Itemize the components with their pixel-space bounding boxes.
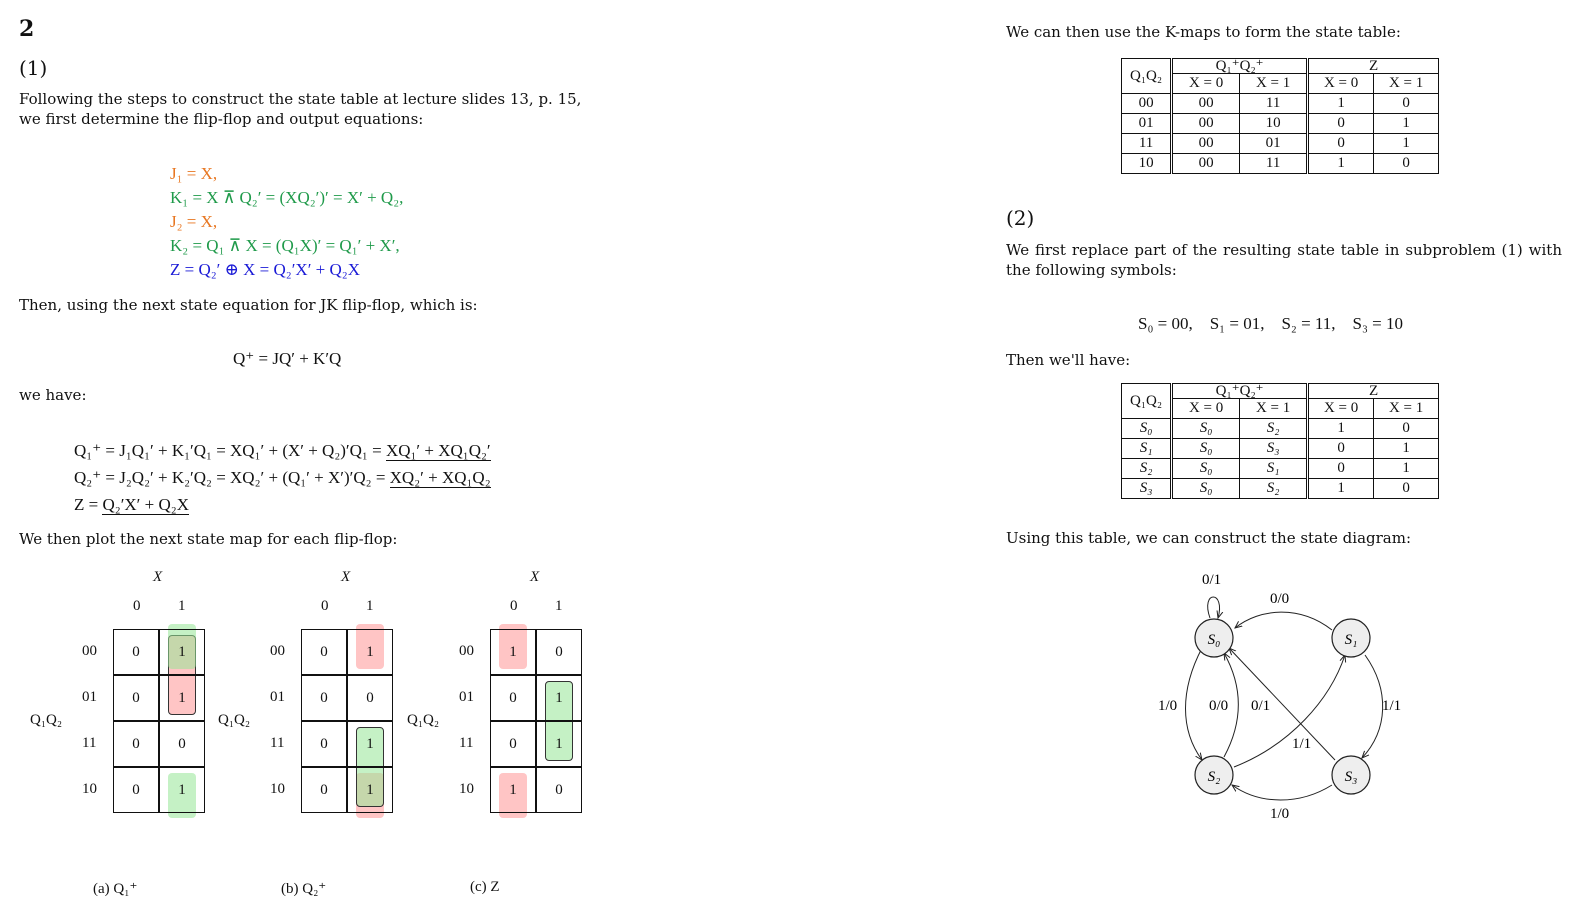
table2-x0: X = 0	[1172, 399, 1240, 419]
symbols-equation: S₀ = 00, S₁ = 01, S₂ = 11, S₃ = 10	[1138, 314, 1403, 333]
table2-zx1: X = 1	[1374, 399, 1439, 419]
kmap-cell: 1	[347, 629, 393, 675]
kmap-side-label: Q₁Q₂	[407, 712, 440, 728]
kmap-cell: 0	[113, 721, 159, 767]
table2-cell: 1	[1374, 439, 1439, 459]
table2-cell: S₂	[1240, 419, 1308, 439]
kmap-cell: 1	[159, 767, 205, 813]
kmap-cell: 0	[113, 767, 159, 813]
kmap-cell: 0	[301, 629, 347, 675]
table1-header-next: Q₁⁺Q₂⁺	[1172, 59, 1308, 74]
kmap-cell: 0	[113, 629, 159, 675]
table1-row	[1122, 154, 1439, 174]
kmap-cell: 0	[301, 721, 347, 767]
table2-cell: 1	[1374, 459, 1439, 479]
table1-header-z: Z	[1308, 59, 1439, 74]
label-s3-s0: 0/1	[1251, 698, 1271, 714]
z-equation: Z = Q₂′X′ + Q₂X	[74, 495, 189, 514]
kmap-cell: 0	[159, 721, 205, 767]
kmap-col-label: 1	[178, 598, 186, 614]
table2-cell: S₀	[1172, 479, 1240, 499]
q1-next-equation: Q₁⁺ = J₁Q₁′ + K₁′Q₁ = XQ₁′ + (X′ + Q₂)′Q₁ = XQ₁′ + XQ₁Q₂′	[74, 441, 491, 460]
label-s2-s1: 1/1	[1292, 736, 1312, 752]
table1-cell: 1	[1308, 94, 1374, 114]
edge-s0-s2	[1186, 648, 1203, 760]
state-s2-label: S₂	[1207, 769, 1221, 785]
then-have-text: Then we'll have:	[1006, 351, 1131, 369]
diagram-intro: Using this table, we can construct the state diagram:	[1006, 529, 1412, 547]
table1-cell: 1	[1308, 154, 1374, 174]
table1-cell: 00	[1122, 94, 1172, 114]
edge-s3-s2	[1232, 785, 1332, 800]
table1-row	[1122, 94, 1439, 114]
section-number: 2	[19, 16, 35, 42]
table2-cell: 0	[1308, 439, 1374, 459]
kmap-caption: (a) Q₁⁺	[93, 881, 138, 897]
eq-k2: K₂ = Q₁ ⊼ X = (Q₁X)′ = Q₁′ + X′,	[170, 236, 400, 255]
table2-cell: S₂	[1122, 459, 1172, 479]
table1-cell: 00	[1172, 134, 1240, 154]
table1-cell: 1	[1374, 134, 1439, 154]
eq-j2: J₂ = X,	[170, 212, 218, 231]
part2-heading: (2)	[1006, 206, 1035, 230]
table1-row	[1122, 114, 1439, 134]
kmap-row-label: 11	[82, 735, 97, 751]
table1-cell: 10	[1240, 114, 1308, 134]
table1-zx1: X = 1	[1374, 74, 1439, 94]
table1-cell: 0	[1308, 134, 1374, 154]
edge-s1-s3	[1362, 655, 1383, 758]
table2-header-q: Q₁Q₂	[1122, 384, 1172, 419]
kmap-cell: 1	[347, 721, 393, 767]
table1-row	[1122, 134, 1439, 154]
intro-text: Following the steps to construct the state table at lecture slides 13, p. 15, we first determine the flip-flop and output equations:	[19, 90, 582, 128]
kmap-row-label: 00	[459, 643, 474, 659]
eq-z: Z = Q₂′ ⊕ X = Q₂′X′ + Q₂X	[170, 260, 360, 279]
table2-cell: 1	[1308, 419, 1374, 439]
kmap-row-label: 01	[459, 689, 474, 705]
table2-row	[1122, 439, 1439, 459]
table1-zx0: X = 0	[1308, 74, 1374, 94]
kmap-row-label: 10	[82, 781, 97, 797]
edge-s3-s0	[1229, 648, 1335, 760]
label-s0-s2: 1/0	[1158, 698, 1178, 714]
kmap-row-label: 10	[459, 781, 474, 797]
kmap-cell: 1	[536, 721, 582, 767]
kmap-caption: (b) Q₂⁺	[281, 881, 327, 897]
edge-s1-s0	[1235, 612, 1332, 630]
table2-cell: 1	[1308, 479, 1374, 499]
table2-header-z: Z	[1308, 384, 1439, 399]
table2-cell: 0	[1374, 479, 1439, 499]
state-s0-label: S₀	[1207, 632, 1221, 648]
part1-heading: (1)	[19, 56, 48, 80]
kmap-x-label: X	[341, 569, 351, 585]
table2-cell: S₀	[1172, 419, 1240, 439]
table2-cell: S₂	[1240, 479, 1308, 499]
kmap-cell: 1	[347, 767, 393, 813]
plot-text: We then plot the next state map for each flip-flop:	[19, 530, 398, 548]
state-s1-label: S₁	[1344, 632, 1358, 648]
table1-x0: X = 0	[1172, 74, 1240, 94]
table2-cell: S₃	[1122, 479, 1172, 499]
state-diagram	[1140, 560, 1430, 830]
kmap-cell: 1	[159, 629, 205, 675]
kmap-cell: 0	[536, 629, 582, 675]
table2-cell: 0	[1308, 459, 1374, 479]
table1-cell: 01	[1122, 114, 1172, 134]
table1-cell: 00	[1172, 94, 1240, 114]
table2-row	[1122, 459, 1439, 479]
table2-x1: X = 1	[1240, 399, 1308, 419]
table1-cell: 0	[1374, 154, 1439, 174]
kmap-col-label: 0	[321, 598, 329, 614]
table1-cell: 0	[1308, 114, 1374, 134]
table2-row	[1122, 479, 1439, 499]
kmap-side-label: Q₁Q₂	[30, 712, 63, 728]
table1-cell: 00	[1172, 114, 1240, 134]
table2-row	[1122, 419, 1439, 439]
table1-x1: X = 1	[1240, 74, 1308, 94]
kmap-row-label: 11	[459, 735, 474, 751]
table1-header-q: Q₁Q₂	[1122, 59, 1172, 94]
table2-cell: S₃	[1240, 439, 1308, 459]
kmap-cell: 0	[490, 675, 536, 721]
table1-cell: 00	[1172, 154, 1240, 174]
table1-cell: 01	[1240, 134, 1308, 154]
state-table-intro: We can then use the K-maps to form the state table:	[1006, 23, 1401, 41]
kmap-x-label: X	[153, 569, 163, 585]
kmap-row-label: 00	[270, 643, 285, 659]
kmap-cell: 0	[536, 767, 582, 813]
kmap-row-label: 01	[82, 689, 97, 705]
label-s3-s2: 1/0	[1270, 806, 1290, 822]
z-result: Q₂′X′ + Q₂X	[102, 495, 189, 514]
table2-header-next: Q₁⁺Q₂⁺	[1172, 384, 1308, 399]
table2-cell: S₀	[1172, 439, 1240, 459]
kmap-cell: 0	[301, 767, 347, 813]
table1-cell: 0	[1374, 94, 1439, 114]
state-s3-label: S₃	[1344, 769, 1358, 785]
kmap-row-label: 01	[270, 689, 285, 705]
kmap-col-label: 1	[366, 598, 374, 614]
q2-next-result: XQ₂′ + XQ₁Q₂	[389, 468, 491, 487]
q2-next-equation: Q₂⁺ = J₂Q₂′ + K₂′Q₂ = XQ₂′ + (Q₁′ + X′)′Q₂ = XQ₂′ + XQ₁Q₂	[74, 468, 491, 487]
kmap-x-label: X	[530, 569, 540, 585]
label-self-s0: 0/1	[1202, 572, 1222, 588]
state-table-1	[1121, 58, 1439, 174]
eq-k1: K₁ = X ⊼ Q₂′ = (XQ₂′)′ = X′ + Q₂,	[170, 188, 404, 207]
table1-cell: 11	[1240, 154, 1308, 174]
edge-self-s0	[1208, 597, 1220, 618]
label-s1-s0: 0/0	[1270, 591, 1290, 607]
replace-text: We first replace part of the resulting state table in subproblem (1) with the following symbols:	[1006, 241, 1562, 279]
q1-next-result: XQ₁′ + XQ₁Q₂′	[385, 441, 491, 460]
table2-cell: 0	[1374, 419, 1439, 439]
kmap-row-label: 10	[270, 781, 285, 797]
kmap-col-label: 1	[555, 598, 563, 614]
kmap-col-label: 0	[510, 598, 518, 614]
table1-cell: 11	[1240, 94, 1308, 114]
kmap-caption: (c) Z	[470, 879, 500, 895]
kmap-cell: 0	[347, 675, 393, 721]
kmap-cell: 1	[490, 629, 536, 675]
kmap-cell: 0	[113, 675, 159, 721]
kmap-cell: 1	[536, 675, 582, 721]
kmap-cell: 0	[301, 675, 347, 721]
table1-cell: 11	[1122, 134, 1172, 154]
eq-j1: J₁ = X,	[170, 164, 218, 183]
table2-zx0: X = 0	[1308, 399, 1374, 419]
table2-cell: S₀	[1122, 419, 1172, 439]
kmap-side-label: Q₁Q₂	[218, 712, 251, 728]
state-table-2	[1121, 383, 1439, 499]
we-have-text: we have:	[19, 386, 87, 404]
kmap-cell: 1	[159, 675, 205, 721]
label-s1-s3: 1/1	[1382, 698, 1402, 714]
kmap-row-label: 11	[270, 735, 285, 751]
kmap-row-label: 00	[82, 643, 97, 659]
kmap-cell: 1	[490, 767, 536, 813]
table2-cell: S₁	[1240, 459, 1308, 479]
jk-equation: Q⁺ = JQ′ + K′Q	[233, 349, 342, 368]
table2-cell: S₁	[1122, 439, 1172, 459]
kmap-cell: 0	[490, 721, 536, 767]
then-text: Then, using the next state equation for JK flip-flop, which is:	[19, 296, 478, 314]
kmap-col-label: 0	[133, 598, 141, 614]
table1-cell: 10	[1122, 154, 1172, 174]
table2-cell: S₀	[1172, 459, 1240, 479]
table1-cell: 1	[1374, 114, 1439, 134]
label-s2-s0: 0/0	[1209, 698, 1229, 714]
